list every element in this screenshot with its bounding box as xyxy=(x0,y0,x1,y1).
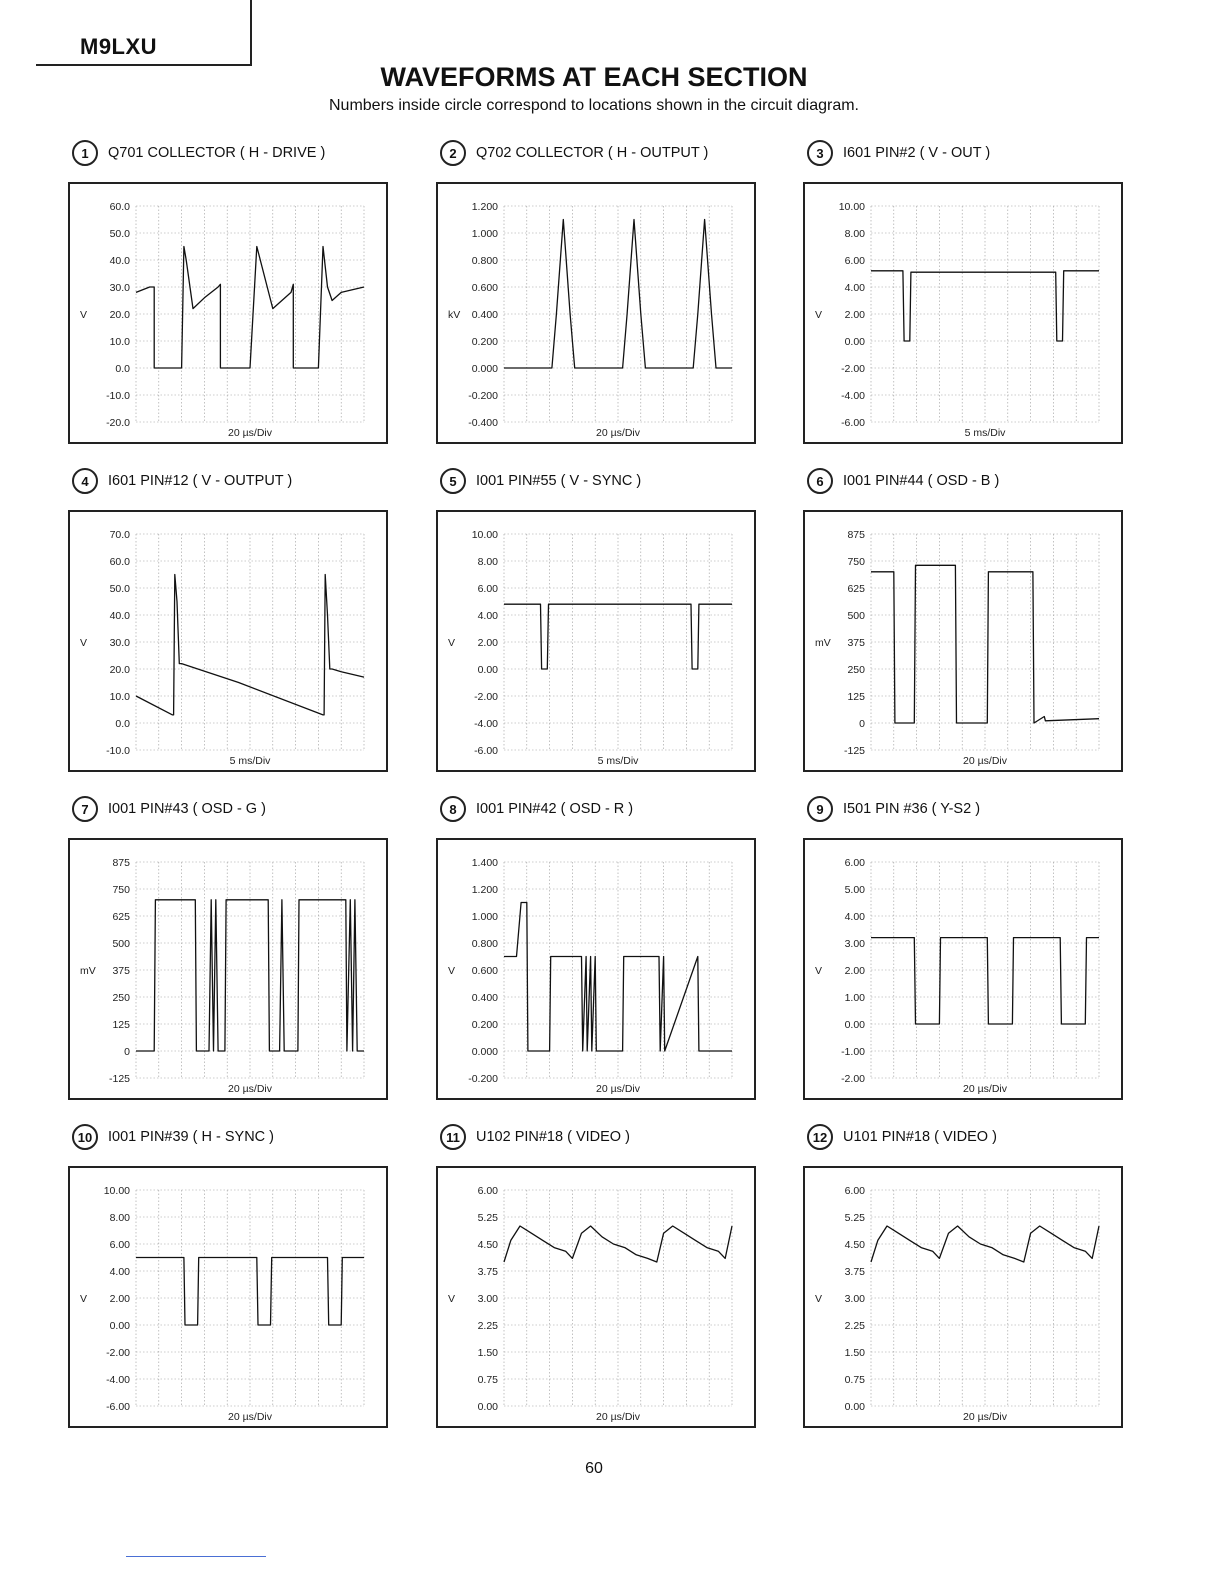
location-number-circle: 9 xyxy=(807,796,833,822)
waveform-label: I001 PIN#39 ( H - SYNC ) xyxy=(108,1129,274,1145)
y-tick-label: -0.200 xyxy=(468,1073,498,1085)
y-unit-label: V xyxy=(80,1293,88,1305)
y-unit-label: V xyxy=(80,637,88,649)
timebase-label: 20 µs/Div xyxy=(963,1083,1007,1095)
timebase-label: 20 µs/Div xyxy=(228,1411,272,1423)
y-tick-label: 1.00 xyxy=(844,992,865,1004)
location-number-circle: 6 xyxy=(807,468,833,494)
y-tick-label: 750 xyxy=(847,556,865,568)
timebase-label: 5 ms/Div xyxy=(964,427,1006,439)
y-tick-label: -125 xyxy=(108,1073,130,1085)
waveform-10 xyxy=(68,1122,398,1422)
oscilloscope-screen xyxy=(68,182,388,444)
y-tick-label: 3.00 xyxy=(844,1293,865,1305)
y-tick-label: -6.00 xyxy=(841,417,865,429)
y-tick-label: 0.0 xyxy=(115,718,130,730)
y-tick-label: 2.00 xyxy=(477,637,498,649)
y-tick-label: 10.00 xyxy=(471,529,498,541)
y-tick-label: 20.0 xyxy=(109,309,130,321)
y-tick-label: 60.0 xyxy=(109,556,130,568)
waveform-3 xyxy=(803,138,1133,438)
waveform-9 xyxy=(803,794,1133,1094)
timebase-label: 20 µs/Div xyxy=(596,1411,640,1423)
scope-plot xyxy=(70,840,386,1098)
waveform-label: I501 PIN #36 ( Y-S2 ) xyxy=(843,801,981,817)
y-tick-label: 50.0 xyxy=(109,228,130,240)
timebase-label: 20 µs/Div xyxy=(963,755,1007,767)
waveform-label: I601 PIN#12 ( V - OUTPUT ) xyxy=(108,473,293,489)
y-tick-label: 1.000 xyxy=(471,911,498,923)
location-number-circle: 4 xyxy=(72,468,98,494)
y-tick-label: 0.00 xyxy=(844,336,865,348)
y-tick-label: 10.0 xyxy=(109,691,130,703)
y-tick-label: -6.00 xyxy=(106,1401,130,1413)
y-tick-label: 6.00 xyxy=(109,1239,130,1251)
scope-plot xyxy=(70,184,386,442)
scope-plot xyxy=(805,1168,1121,1426)
y-tick-label: 2.25 xyxy=(844,1320,865,1332)
scope-plot xyxy=(805,840,1121,1098)
waveform-header xyxy=(807,1122,997,1152)
timebase-label: 5 ms/Div xyxy=(229,755,271,767)
oscilloscope-screen xyxy=(803,182,1123,444)
scope-plot xyxy=(70,512,386,770)
y-tick-label: 8.00 xyxy=(109,1212,130,1224)
waveform-label: Q702 COLLECTOR ( H - OUTPUT ) xyxy=(476,145,709,161)
waveform-label: I001 PIN#55 ( V - SYNC ) xyxy=(476,473,642,489)
y-tick-label: 1.200 xyxy=(471,201,498,213)
scope-plot xyxy=(70,1168,386,1426)
y-tick-label: 0 xyxy=(124,1046,130,1058)
y-tick-label: -2.00 xyxy=(841,363,865,375)
y-tick-label: -6.00 xyxy=(474,745,498,757)
waveform-trace xyxy=(136,575,364,715)
y-tick-label: 0.00 xyxy=(844,1019,865,1031)
y-tick-label: 4.00 xyxy=(477,610,498,622)
y-tick-label: 0.000 xyxy=(471,363,498,375)
scope-plot xyxy=(438,512,754,770)
y-tick-label: 10.00 xyxy=(103,1185,130,1197)
waveform-5 xyxy=(436,466,766,766)
y-tick-label: 70.0 xyxy=(109,529,130,541)
y-unit-label: V xyxy=(448,1293,456,1305)
waveform-header xyxy=(72,138,325,168)
location-number-circle: 2 xyxy=(440,140,466,166)
y-tick-label: 30.0 xyxy=(109,637,130,649)
location-number-circle: 1 xyxy=(72,140,98,166)
y-tick-label: -0.200 xyxy=(468,390,498,402)
scope-plot xyxy=(805,184,1121,442)
y-tick-label: -10.0 xyxy=(106,745,130,757)
y-tick-label: 0.800 xyxy=(471,938,498,950)
y-tick-label: 8.00 xyxy=(844,228,865,240)
y-unit-label: mV xyxy=(80,965,96,977)
waveform-1 xyxy=(68,138,398,438)
waveform-label: I601 PIN#2 ( V - OUT ) xyxy=(843,145,991,161)
waveform-header xyxy=(72,794,266,824)
y-tick-label: 0.400 xyxy=(471,309,498,321)
waveform-11 xyxy=(436,1122,766,1422)
y-tick-label: 875 xyxy=(112,857,130,869)
waveform-7 xyxy=(68,794,398,1094)
y-tick-label: 0.200 xyxy=(471,1019,498,1031)
y-tick-label: 4.00 xyxy=(109,1266,130,1278)
model-label: M9LXU xyxy=(80,34,158,59)
y-tick-label: 1.50 xyxy=(844,1347,865,1359)
y-tick-label: 625 xyxy=(112,911,130,923)
y-tick-label: 3.75 xyxy=(844,1266,865,1278)
y-tick-label: 125 xyxy=(112,1019,130,1031)
oscilloscope-screen xyxy=(68,510,388,772)
y-tick-label: 500 xyxy=(112,938,130,950)
y-tick-label: 0.000 xyxy=(471,1046,498,1058)
waveform-trace xyxy=(504,903,732,1052)
y-tick-label: 1.200 xyxy=(471,884,498,896)
y-tick-label: 2.00 xyxy=(109,1293,130,1305)
location-number-circle: 8 xyxy=(440,796,466,822)
waveform-label: U102 PIN#18 ( VIDEO ) xyxy=(476,1129,630,1145)
waveform-6 xyxy=(803,466,1133,766)
y-tick-label: 8.00 xyxy=(477,556,498,568)
y-tick-label: 2.25 xyxy=(477,1320,498,1332)
y-tick-label: -2.00 xyxy=(106,1347,130,1359)
y-unit-label: V xyxy=(815,309,823,321)
y-tick-label: 0.200 xyxy=(471,336,498,348)
waveform-label: I001 PIN#43 ( OSD - G ) xyxy=(108,801,266,817)
y-tick-label: -125 xyxy=(843,745,865,757)
y-tick-label: -10.0 xyxy=(106,390,130,402)
waveform-header xyxy=(807,794,980,824)
waveform-2 xyxy=(436,138,766,438)
page-number: 60 xyxy=(585,1460,603,1477)
y-tick-label: 1.400 xyxy=(471,857,498,869)
y-tick-label: 750 xyxy=(112,884,130,896)
y-tick-label: 10.0 xyxy=(109,336,130,348)
y-tick-label: 50.0 xyxy=(109,583,130,595)
oscilloscope-screen xyxy=(68,838,388,1100)
y-tick-label: 875 xyxy=(847,529,865,541)
timebase-label: 20 µs/Div xyxy=(228,427,272,439)
waveform-label: I001 PIN#44 ( OSD - B ) xyxy=(843,473,1000,489)
y-tick-label: 4.00 xyxy=(844,911,865,923)
y-tick-label: -2.00 xyxy=(474,691,498,703)
waveform-label: Q701 COLLECTOR ( H - DRIVE ) xyxy=(108,145,326,161)
waveform-header xyxy=(440,466,641,496)
y-tick-label: 375 xyxy=(112,965,130,977)
y-tick-label: 1.50 xyxy=(477,1347,498,1359)
y-tick-label: 40.0 xyxy=(109,255,130,267)
y-tick-label: 30.0 xyxy=(109,282,130,294)
oscilloscope-screen xyxy=(436,182,756,444)
waveform-trace xyxy=(871,271,1099,341)
y-tick-label: 6.00 xyxy=(844,1185,865,1197)
timebase-label: 20 µs/Div xyxy=(228,1083,272,1095)
location-number-circle: 3 xyxy=(807,140,833,166)
scope-plot xyxy=(805,512,1121,770)
y-tick-label: 0.800 xyxy=(471,255,498,267)
y-tick-label: 40.0 xyxy=(109,610,130,622)
waveform-header xyxy=(72,1122,274,1152)
y-unit-label: V xyxy=(815,965,823,977)
waveform-header xyxy=(72,466,292,496)
oscilloscope-screen xyxy=(436,510,756,772)
location-number-circle: 7 xyxy=(72,796,98,822)
y-tick-label: 4.50 xyxy=(844,1239,865,1251)
waveform-4 xyxy=(68,466,398,766)
y-tick-label: 0.0 xyxy=(115,363,130,375)
oscilloscope-screen xyxy=(803,838,1123,1100)
y-tick-label: -20.0 xyxy=(106,417,130,429)
y-tick-label: 0.75 xyxy=(844,1374,865,1386)
footer-rule xyxy=(126,1556,266,1557)
location-number-circle: 5 xyxy=(440,468,466,494)
y-unit-label: V xyxy=(448,637,456,649)
waveform-12 xyxy=(803,1122,1133,1422)
location-number-circle: 10 xyxy=(72,1124,98,1150)
timebase-label: 20 µs/Div xyxy=(596,427,640,439)
y-unit-label: V xyxy=(448,965,456,977)
y-tick-label: 0.00 xyxy=(109,1320,130,1332)
timebase-label: 20 µs/Div xyxy=(963,1411,1007,1423)
y-tick-label: 10.00 xyxy=(838,201,865,213)
y-unit-label: V xyxy=(80,309,88,321)
y-tick-label: 4.00 xyxy=(844,282,865,294)
y-tick-label: 2.00 xyxy=(844,965,865,977)
y-tick-label: -4.00 xyxy=(106,1374,130,1386)
y-tick-label: 5.25 xyxy=(844,1212,865,1224)
y-unit-label: kV xyxy=(448,309,461,321)
timebase-label: 5 ms/Div xyxy=(597,755,639,767)
y-tick-label: 625 xyxy=(847,583,865,595)
y-unit-label: V xyxy=(815,1293,823,1305)
y-tick-label: 0.75 xyxy=(477,1374,498,1386)
waveform-header xyxy=(807,466,999,496)
y-tick-label: 0.00 xyxy=(477,1401,498,1413)
y-tick-label: 0.00 xyxy=(844,1401,865,1413)
y-tick-label: 60.0 xyxy=(109,201,130,213)
oscilloscope-screen xyxy=(68,1166,388,1428)
waveform-label: I001 PIN#42 ( OSD - R ) xyxy=(476,801,634,817)
y-tick-label: 3.00 xyxy=(844,938,865,950)
y-tick-label: 4.50 xyxy=(477,1239,498,1251)
waveform-8 xyxy=(436,794,766,1094)
y-tick-label: 0.600 xyxy=(471,282,498,294)
y-tick-label: 375 xyxy=(847,637,865,649)
waveform-header xyxy=(440,794,633,824)
y-tick-label: 250 xyxy=(112,992,130,1004)
y-tick-label: -1.00 xyxy=(841,1046,865,1058)
y-tick-label: 125 xyxy=(847,691,865,703)
y-tick-label: 5.00 xyxy=(844,884,865,896)
oscilloscope-screen xyxy=(803,510,1123,772)
y-tick-label: 6.00 xyxy=(844,255,865,267)
scope-plot xyxy=(438,184,754,442)
waveform-header xyxy=(440,1122,630,1152)
scope-plot xyxy=(438,1168,754,1426)
y-tick-label: 0.400 xyxy=(471,992,498,1004)
y-tick-label: 3.00 xyxy=(477,1293,498,1305)
y-tick-label: 2.00 xyxy=(844,309,865,321)
waveform-header xyxy=(807,138,990,168)
oscilloscope-screen xyxy=(436,1166,756,1428)
y-unit-label: mV xyxy=(815,637,831,649)
y-tick-label: 250 xyxy=(847,664,865,676)
y-tick-label: -2.00 xyxy=(841,1073,865,1085)
scope-plot xyxy=(438,840,754,1098)
y-tick-label: 0.600 xyxy=(471,965,498,977)
y-tick-label: 5.25 xyxy=(477,1212,498,1224)
waveform-header xyxy=(440,138,708,168)
y-tick-label: -4.00 xyxy=(474,718,498,730)
y-tick-label: 6.00 xyxy=(477,1185,498,1197)
y-tick-label: 500 xyxy=(847,610,865,622)
y-tick-label: -4.00 xyxy=(841,390,865,402)
oscilloscope-screen xyxy=(803,1166,1123,1428)
y-tick-label: 20.0 xyxy=(109,664,130,676)
waveform-label: U101 PIN#18 ( VIDEO ) xyxy=(843,1129,997,1145)
y-tick-label: 0 xyxy=(859,718,865,730)
y-tick-label: -0.400 xyxy=(468,417,498,429)
location-number-circle: 12 xyxy=(807,1124,833,1150)
page-subtitle: Numbers inside circle correspond to locations shown in the circuit diagram. xyxy=(328,97,859,114)
y-tick-label: 1.000 xyxy=(471,228,498,240)
oscilloscope-screen xyxy=(436,838,756,1100)
y-tick-label: 6.00 xyxy=(844,857,865,869)
timebase-label: 20 µs/Div xyxy=(596,1083,640,1095)
y-tick-label: 6.00 xyxy=(477,583,498,595)
y-tick-label: 3.75 xyxy=(477,1266,498,1278)
location-number-circle: 11 xyxy=(440,1124,466,1150)
page-title: WAVEFORMS AT EACH SECTION xyxy=(380,62,808,92)
y-tick-label: 0.00 xyxy=(477,664,498,676)
